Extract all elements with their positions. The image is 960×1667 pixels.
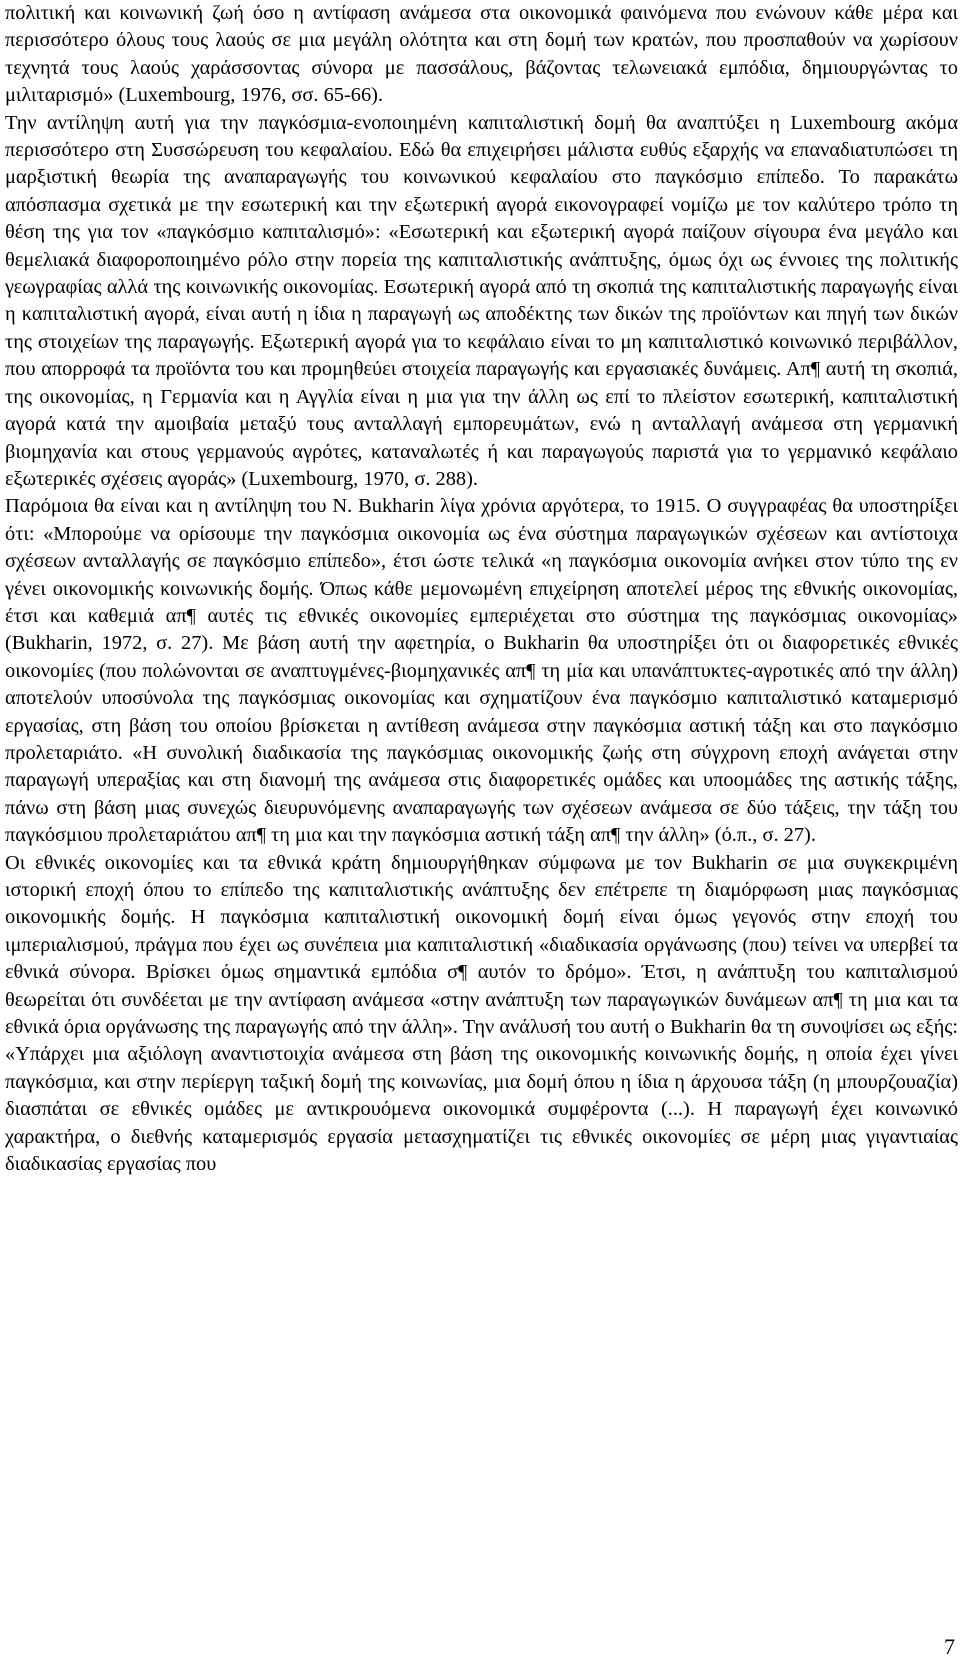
- paragraph-4: Οι εθνικές οικονομίες και τα εθνικά κράτη δημιουργήθηκαν σύμφωνα με τον Bukharin σε μια συγκεκριμένη ιστορική εποχή όπου το επίπεδο της καπιταλιστικής ανάπτυξης δεν επέτρεπε τη διαμόρφωση μιας παγκόσμιας οικονομικής δομής. Η παγκόσμια καπιταλιστική οικονομική δομή είναι όμως γεγονός στην εποχή του ιμπεριαλισμού, πράγμα που έχει ως συνέπεια μια καπιταλιστική «διαδικασία οργάνωσης (που) τείνει να υπερβεί τα εθνικά σύνορα. Βρίσκει όμως σημαντικά εμπόδια σ¶ αυτόν το δρόμο». Έτσι, η ανάπτυξη του καπιταλισμού θεωρείται ότι συνδέεται με την αντίφαση ανάμεσα «στην ανάπτυξη των παραγωγικών δυνάμεων απ¶ τη μια και τα εθνικά όρια οργάνωσης της παραγωγής από την άλλη». Την ανάλυσή του αυτή ο Bukharin θα τη συνοψίσει ως εξής: «Υπάρχει μια αξιόλογη αναντιστοιχία ανάμεσα στη βάση της οικονομικής κοινωνικής δομής, η οποία έχει γίνει παγκόσμια, και στην περίεργη ταξική δομή της κοινωνίας, μια δομή όπου η ίδια η άρχουσα τάξη (η μπουρζουαζία) διασπάται σε εθνικές ομάδες με αντικρουόμενα οικονομικά συμφέροντα (...). Η παραγωγή έχει κοινωνικό χαρακτήρα, ο διεθνής καταμερισμός εργασία μετασχηματίζει τις εθνικές οικονομίες σε μέρη μιας γιγαντιαίας διαδικασίας εργασίας που: [5, 851, 958, 1176]
- paragraph-1: πολιτική και κοινωνική ζωή όσο η αντίφαση ανάμεσα στα οικονομικά φαινόμενα που ενώνουν κάθε μέρα και περισσότερο όλους τους λαούς σε μια μεγάλη ολότητα και στη δομή των κρατών, που προσπαθούν να χωρίσουν τεχνητά τους λαούς χαράσσοντας σύνορα με πασσάλους, βάζοντας τελωνειακά εμπόδια, δημιουργώντας το μιλιταρισμό» (Luxembourg, 1976, σσ. 65-66).: [5, 2, 958, 107]
- page-number: 7: [944, 1634, 955, 1659]
- paragraph-3: Παρόμοια θα είναι και η αντίληψη του N. Bukharin λίγα χρόνια αργότερα, το 1915. Ο συγγραφέας θα υποστηρίξει ότι: «Μπορούμε να ορίσουμε την παγκόσμια οικονομία ως ένα σύστημα παραγωγικών σχέσεων και αντίστοιχα σχέσεων ανταλλαγής σε παγκόσμιο επίπεδο», έτσι ώστε τελικά «η παγκόσμια οικονομία ανήκει στον τύπο της εν γένει οικονομικής κοινωνικής δομής. Όπως κάθε μεμονωμένη επιχείρηση αποτελεί μέρος της εθνικής οικονομίας, έτσι και καθεμιά απ¶ αυτές τις εθνικές οικονομίες εμπεριέχεται στο σύστημα της παγκόσμιας οικονομίας» (Bukharin, 1972, σ. 27). Με βάση αυτή την αφετηρία, ο Bukharin θα υποστηρίξει ότι οι διαφορετικές εθνικές οικονομίες (που πολώνονται σε αναπτυγμένες-βιομηχανικές απ¶ τη μία και υπανάπτυκτες-αγροτικές από την άλλη) αποτελούν υποσύνολα της παγκόσμιας οικονομίας και σχηματίζουν ένα παγκόσμιο καπιταλιστικό καταμερισμό εργασίας, στη βάση του οποίου βρίσκεται η αντίθεση ανάμεσα στην παγκόσμια αστική τάξη και στο παγκόσμιο προλεταριάτο. «Η συνολική διαδικασία της παγκόσμιας οικονομικής ζωής στη σύγχρονη εποχή ανάγεται στην παραγωγή υπεραξίας και στη διανομή της ανάμεσα στις διαφορετικές ομάδες και υποομάδες της αστικής τάξης, πάνω στη βάση μιας συνεχώς διευρυνόμενης αναπαραγωγής των σχέσεων ανάμεσα σε δύο τάξεις, την τάξη του παγκόσμιου προλεταριάτου απ¶ τη μια και την παγκόσμια αστική τάξη απ¶ την άλλη» (ό.π., σ. 27).: [5, 495, 958, 847]
- paragraph-2: Την αντίληψη αυτή για την παγκόσμια-ενοποιημένη καπιταλιστική δομή θα αναπτύξει η Luxembourg ακόμα περισσότερο στη Συσσώρευση του κεφαλαίου. Εδώ θα επιχειρήσει μάλιστα ευθύς εξαρχής να επαναδιατυπώσει τη μαρξιστική θεωρία της αναπαραγωγής του κοινωνικού κεφαλαίου στο παγκόσμιο επίπεδο. Το παρακάτω απόσπασμα σχετικά με την εσωτερική και την εξωτερική αγορά εικονογραφεί νομίζω με τον καλύτερο τρόπο τη θέση της για τον «παγκόσμιο καπιταλισμό»: «Εσωτερική και εξωτερική αγορά παίζουν σίγουρα ένα μεγάλο και θεμελιακά διαφοροποιημένο ρόλο στην πορεία της καπιταλιστικής ανάπτυξης, όμως όχι ως έννοιες της πολιτικής γεωγραφίας αλλά της κοινωνικής οικονομίας. Εσωτερική αγορά από τη σκοπιά της καπιταλιστικής παραγωγής είναι η καπιταλιστική αγορά, είναι αυτή η ίδια η παραγωγή ως αποδέκτης των δικών της προϊόντων και πηγή των δικών της στοιχείων της παραγωγής. Εξωτερική αγορά για το κεφάλαιο είναι το μη καπιταλιστικό κοινωνικό περιβάλλον, που απορροφά τα προϊόντα του και προμηθεύει στοιχεία παραγωγής και εργασιακές δυνάμεις. Απ¶ αυτή τη σκοπιά, της οικονομίας, η Γερμανία και η Αγγλία είναι η μια για την άλλη ως επί το πλείστον εσωτερική, καπιταλιστική αγορά κατά την αμοιβαία μεταξύ τους ανταλλαγή εμπορευμάτων, ενώ η ανταλλαγή ανάμεσα στη γερμανική βιομηχανία και στους γερμανούς αγρότες, καταναλωτές ή και παραγωγούς παριστά για το γερμανικό κεφάλαιο εξωτερικές σχέσεις αγοράς» (Luxembourg, 1970, σ. 288).: [5, 111, 958, 490]
- document-body: [5, 0, 958, 1178]
